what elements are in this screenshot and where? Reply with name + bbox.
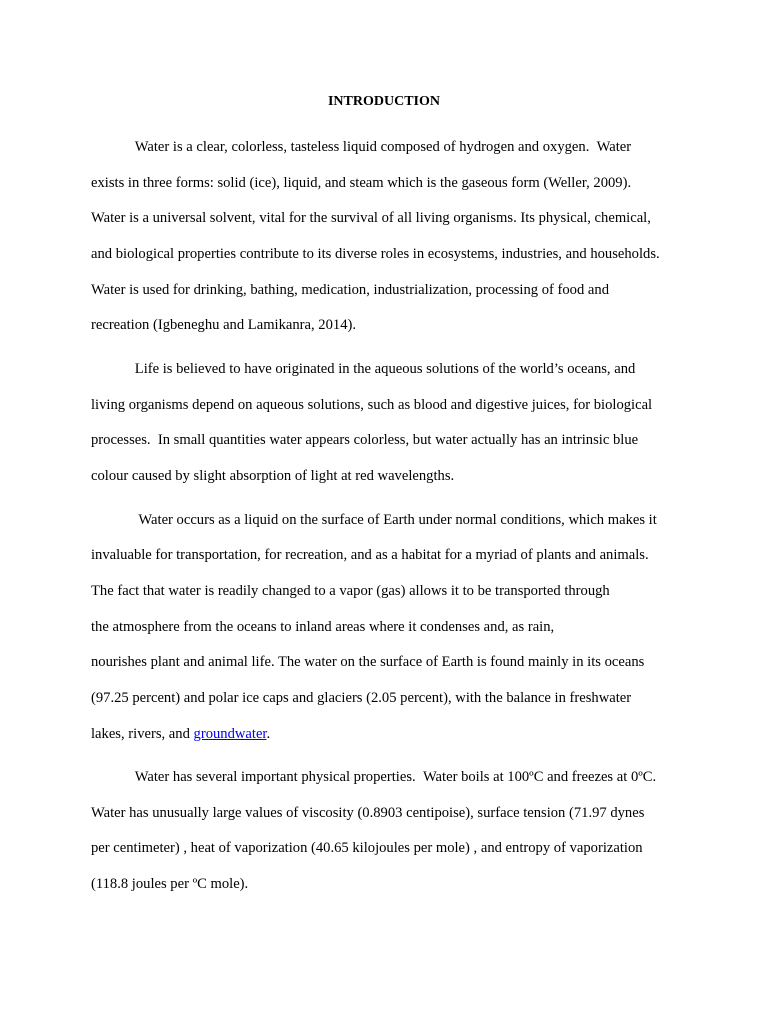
paragraph-1-line-2: exists in three forms: solid (ice), liquid, and steam which is the gaseous form (Weller, 2009). [91, 175, 632, 191]
paragraph-3-line-5: nourishes plant and animal life. The water on the surface of Earth is found mainly in its oceans [91, 654, 645, 670]
page-title: INTRODUCTION [327, 94, 440, 109]
paragraph-4-line-4: (118.8 joules per ºC mole). [91, 876, 249, 892]
paragraph-2-line-4: colour caused by slight absorption of light at red wavelengths. [91, 468, 455, 484]
paragraph-3-line-7-period: . [266, 726, 271, 742]
groundwater-link[interactable]: groundwater [193, 726, 267, 742]
paragraph-4-line-3: per centimeter) , heat of vaporization (40.65 kilojoules per mole) , and entropy of vaporization [91, 840, 643, 856]
paragraph-1-line-6: recreation (Igbeneghu and Lamikanra, 2014). [91, 317, 357, 333]
paragraph-2-line-2: living organisms depend on aqueous solutions, such as blood and digestive juices, for biological [91, 397, 653, 413]
paragraph-3-line-1: Water occurs as a liquid on the surface of Earth under normal conditions, which makes it [91, 512, 657, 528]
paragraph-3-line-4: the atmosphere from the oceans to inland areas where it condenses and, as rain, [91, 619, 555, 635]
paragraph-3-line-2: invaluable for transportation, for recreation, and as a habitat for a myriad of plants and animals. [91, 547, 649, 563]
paragraph-3-line-7 [91, 725, 270, 743]
paragraph-1-line-1: Water is a clear, colorless, tasteless liquid composed of hydrogen and oxygen. Water [91, 139, 632, 155]
paragraph-4-line-1: Water has several important physical properties. Water boils at 100ºC and freezes at 0ºC. [91, 769, 657, 785]
paragraph-2-line-1: Life is believed to have originated in the aqueous solutions of the world’s oceans, and [91, 361, 636, 377]
paragraph-1-line-3: Water is a universal solvent, vital for the survival of all living organisms. Its physical, chemical, [91, 210, 651, 226]
paragraph-1-line-4: and biological properties contribute to its diverse roles in ecosystems, industries, and households. [91, 246, 660, 262]
paragraph-4-line-2: Water has unusually large values of viscosity (0.8903 centipoise), surface tension (71.97 dynes [91, 805, 645, 821]
paragraph-3-line-7-text: lakes, rivers, and [91, 726, 194, 742]
paragraph-2-line-3: processes. In small quantities water appears colorless, but water actually has an intrinsic blue [91, 432, 639, 448]
paragraph-1-line-5: Water is used for drinking, bathing, medication, industrialization, processing of food and [91, 282, 609, 298]
paragraph-3-line-6: (97.25 percent) and polar ice caps and glaciers (2.05 percent), with the balance in freshwater [91, 690, 632, 706]
paragraph-3-line-3: The fact that water is readily changed to a vapor (gas) allows it to be transported through [91, 583, 610, 599]
